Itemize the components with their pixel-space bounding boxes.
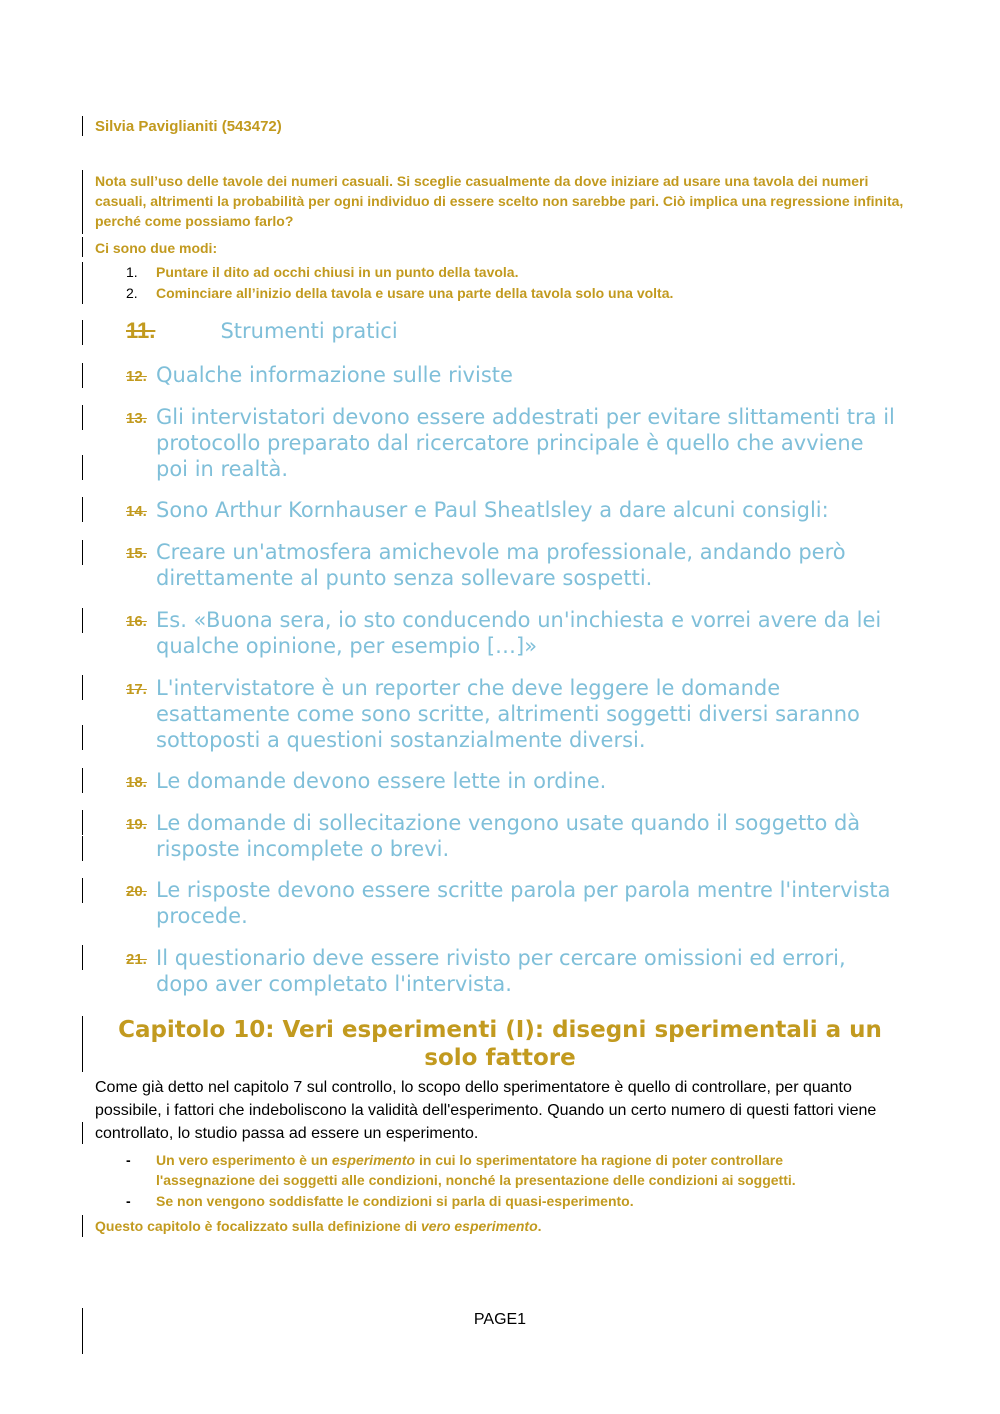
item-text: L'intervistatore è un reporter che deve leggere le domande esattamente come sono scritte, altrimenti soggetti diversi saranno sottoposti a questioni sostanzialmente diversi. xyxy=(156,676,860,752)
change-bar xyxy=(82,540,83,565)
bullet-emphasis: esperimento xyxy=(331,1152,416,1168)
change-bar xyxy=(82,810,83,835)
item-number: 19. xyxy=(126,816,147,833)
item-text: Es. «Buona sera, io sto conducendo un'inchiesta e vorrei avere da lei qualche opinione, per esempio […]» xyxy=(156,608,882,658)
change-bar xyxy=(82,768,83,793)
section-heading xyxy=(126,318,398,344)
author-name: Silvia Paviglianiti (543472) xyxy=(95,118,282,135)
list-item xyxy=(126,497,906,525)
focus-text: Questo capitolo è focalizzato sulla definizione di xyxy=(95,1218,421,1234)
bullet-marker: - xyxy=(126,1193,131,1209)
item-number: 12. xyxy=(126,368,147,385)
list-item xyxy=(126,539,906,590)
change-bar xyxy=(82,945,83,970)
list-item xyxy=(126,675,906,752)
list-item xyxy=(126,262,906,283)
change-bar xyxy=(82,675,83,700)
bullet-text xyxy=(156,1150,846,1190)
section-title: Strumenti pratici xyxy=(220,319,398,343)
bullet-text: Se non vengono soddisfatte le condizioni si parla di quasi-esperimento. xyxy=(156,1193,634,1209)
focus-text: . xyxy=(537,1218,542,1234)
note-paragraph: Nota sull’uso delle tavole dei numeri casuali. Si sceglie casualmente da dove iniziare ad usare una tavola dei numeri casuali, altrimenti la probabilità per ogni individuo di essere scelto non sarebbe pari. Ciò implica una regressione infinita, perché come possiamo farlo? xyxy=(95,173,904,229)
item-number: 18. xyxy=(126,774,147,791)
change-bar xyxy=(82,405,83,430)
modes-intro: Ci sono due modi: xyxy=(95,240,218,256)
chapter-title: Capitolo 10: Veri esperimenti (I): disegni sperimentali a un solo fattore xyxy=(118,1017,882,1071)
item-text: Il questionario deve essere rivisto per cercare omissioni ed errori, dopo aver completato l'intervista. xyxy=(156,946,846,996)
item-number: 17. xyxy=(126,681,147,698)
change-bar xyxy=(82,725,83,750)
item-number: 16. xyxy=(126,613,147,630)
item-text: Le domande devono essere lette in ordine. xyxy=(156,769,607,793)
item-number: 13. xyxy=(126,410,147,427)
change-bar xyxy=(82,1016,83,1072)
list-item xyxy=(126,877,906,928)
change-bar xyxy=(82,262,83,304)
change-bar xyxy=(82,608,83,633)
list-item xyxy=(126,362,906,390)
change-bar xyxy=(82,878,83,903)
list-item xyxy=(126,607,906,658)
section-number: 11. xyxy=(126,318,156,343)
list-marker: 1. xyxy=(126,264,138,280)
change-bar xyxy=(82,836,83,861)
item-text: Le domande di sollecitazione vengono usate quando il soggetto dà risposte incomplete o brevi. xyxy=(156,811,861,861)
list-item xyxy=(126,1150,906,1191)
change-bar xyxy=(82,170,83,234)
change-bar xyxy=(82,237,83,257)
bullet-marker: - xyxy=(126,1152,131,1168)
list-item xyxy=(126,404,906,481)
change-bar xyxy=(82,455,83,480)
item-text: Sono Arthur Kornhauser e Paul Sheatlsley a dare alcuni consigli: xyxy=(156,498,829,522)
change-bar xyxy=(82,363,83,388)
list-item xyxy=(126,768,906,796)
item-text: Qualche informazione sulle riviste xyxy=(156,363,513,387)
list-item xyxy=(126,283,906,304)
list-item xyxy=(126,810,906,861)
item-text: Gli intervistatori devono essere addestrati per evitare slittamenti tra il protocollo preparato dal ricercatore principale è quello che avviene poi in realtà. xyxy=(156,405,895,481)
page-footer: PAGE1 xyxy=(473,1311,527,1328)
item-text: Le risposte devono essere scritte parola per parola mentre l'intervista procede. xyxy=(156,878,891,928)
list-item-text: Puntare il dito ad occhi chiusi in un punto della tavola. xyxy=(156,264,519,280)
focus-emphasis: vero esperimento xyxy=(420,1218,538,1234)
bullet-text-part: Un vero esperimento è un xyxy=(156,1152,332,1168)
item-number: 14. xyxy=(126,503,147,520)
item-number: 15. xyxy=(126,545,147,562)
change-bar xyxy=(82,1122,83,1144)
item-number: 20. xyxy=(126,883,147,900)
list-item-text: Cominciare all’inizio della tavola e usare una parte della tavola solo una volta. xyxy=(156,285,674,301)
chapter-paragraph: Come già detto nel capitolo 7 sul controllo, lo scopo dello sperimentatore è quello di controllare, per quanto possibile, i fattori che indeboliscono la validità dell'esperimento. Quando un certo numero di questi fattori viene controllato, lo studio passa ad essere un esperimento. xyxy=(95,1079,877,1142)
focus-line xyxy=(95,1216,542,1236)
bullet-text-part: in cui lo sperimentatore ha ragione di poter controllare l'assegnazione dei soggetti alle condizioni, nonché la presentazione delle condizioni ai soggetti. xyxy=(156,1152,796,1188)
list-item xyxy=(126,1191,906,1212)
change-bar xyxy=(82,1215,83,1237)
item-number: 21. xyxy=(126,951,147,968)
bullet-list xyxy=(126,1150,906,1212)
change-bar xyxy=(82,320,83,345)
change-bar xyxy=(82,116,83,136)
list-item xyxy=(126,945,906,996)
change-bar xyxy=(82,497,83,522)
list-marker: 2. xyxy=(126,285,138,301)
modes-list xyxy=(126,262,906,304)
item-text: Creare un'atmosfera amichevole ma professionale, andando però direttamente al punto senza sollevare sospetti. xyxy=(156,540,846,590)
